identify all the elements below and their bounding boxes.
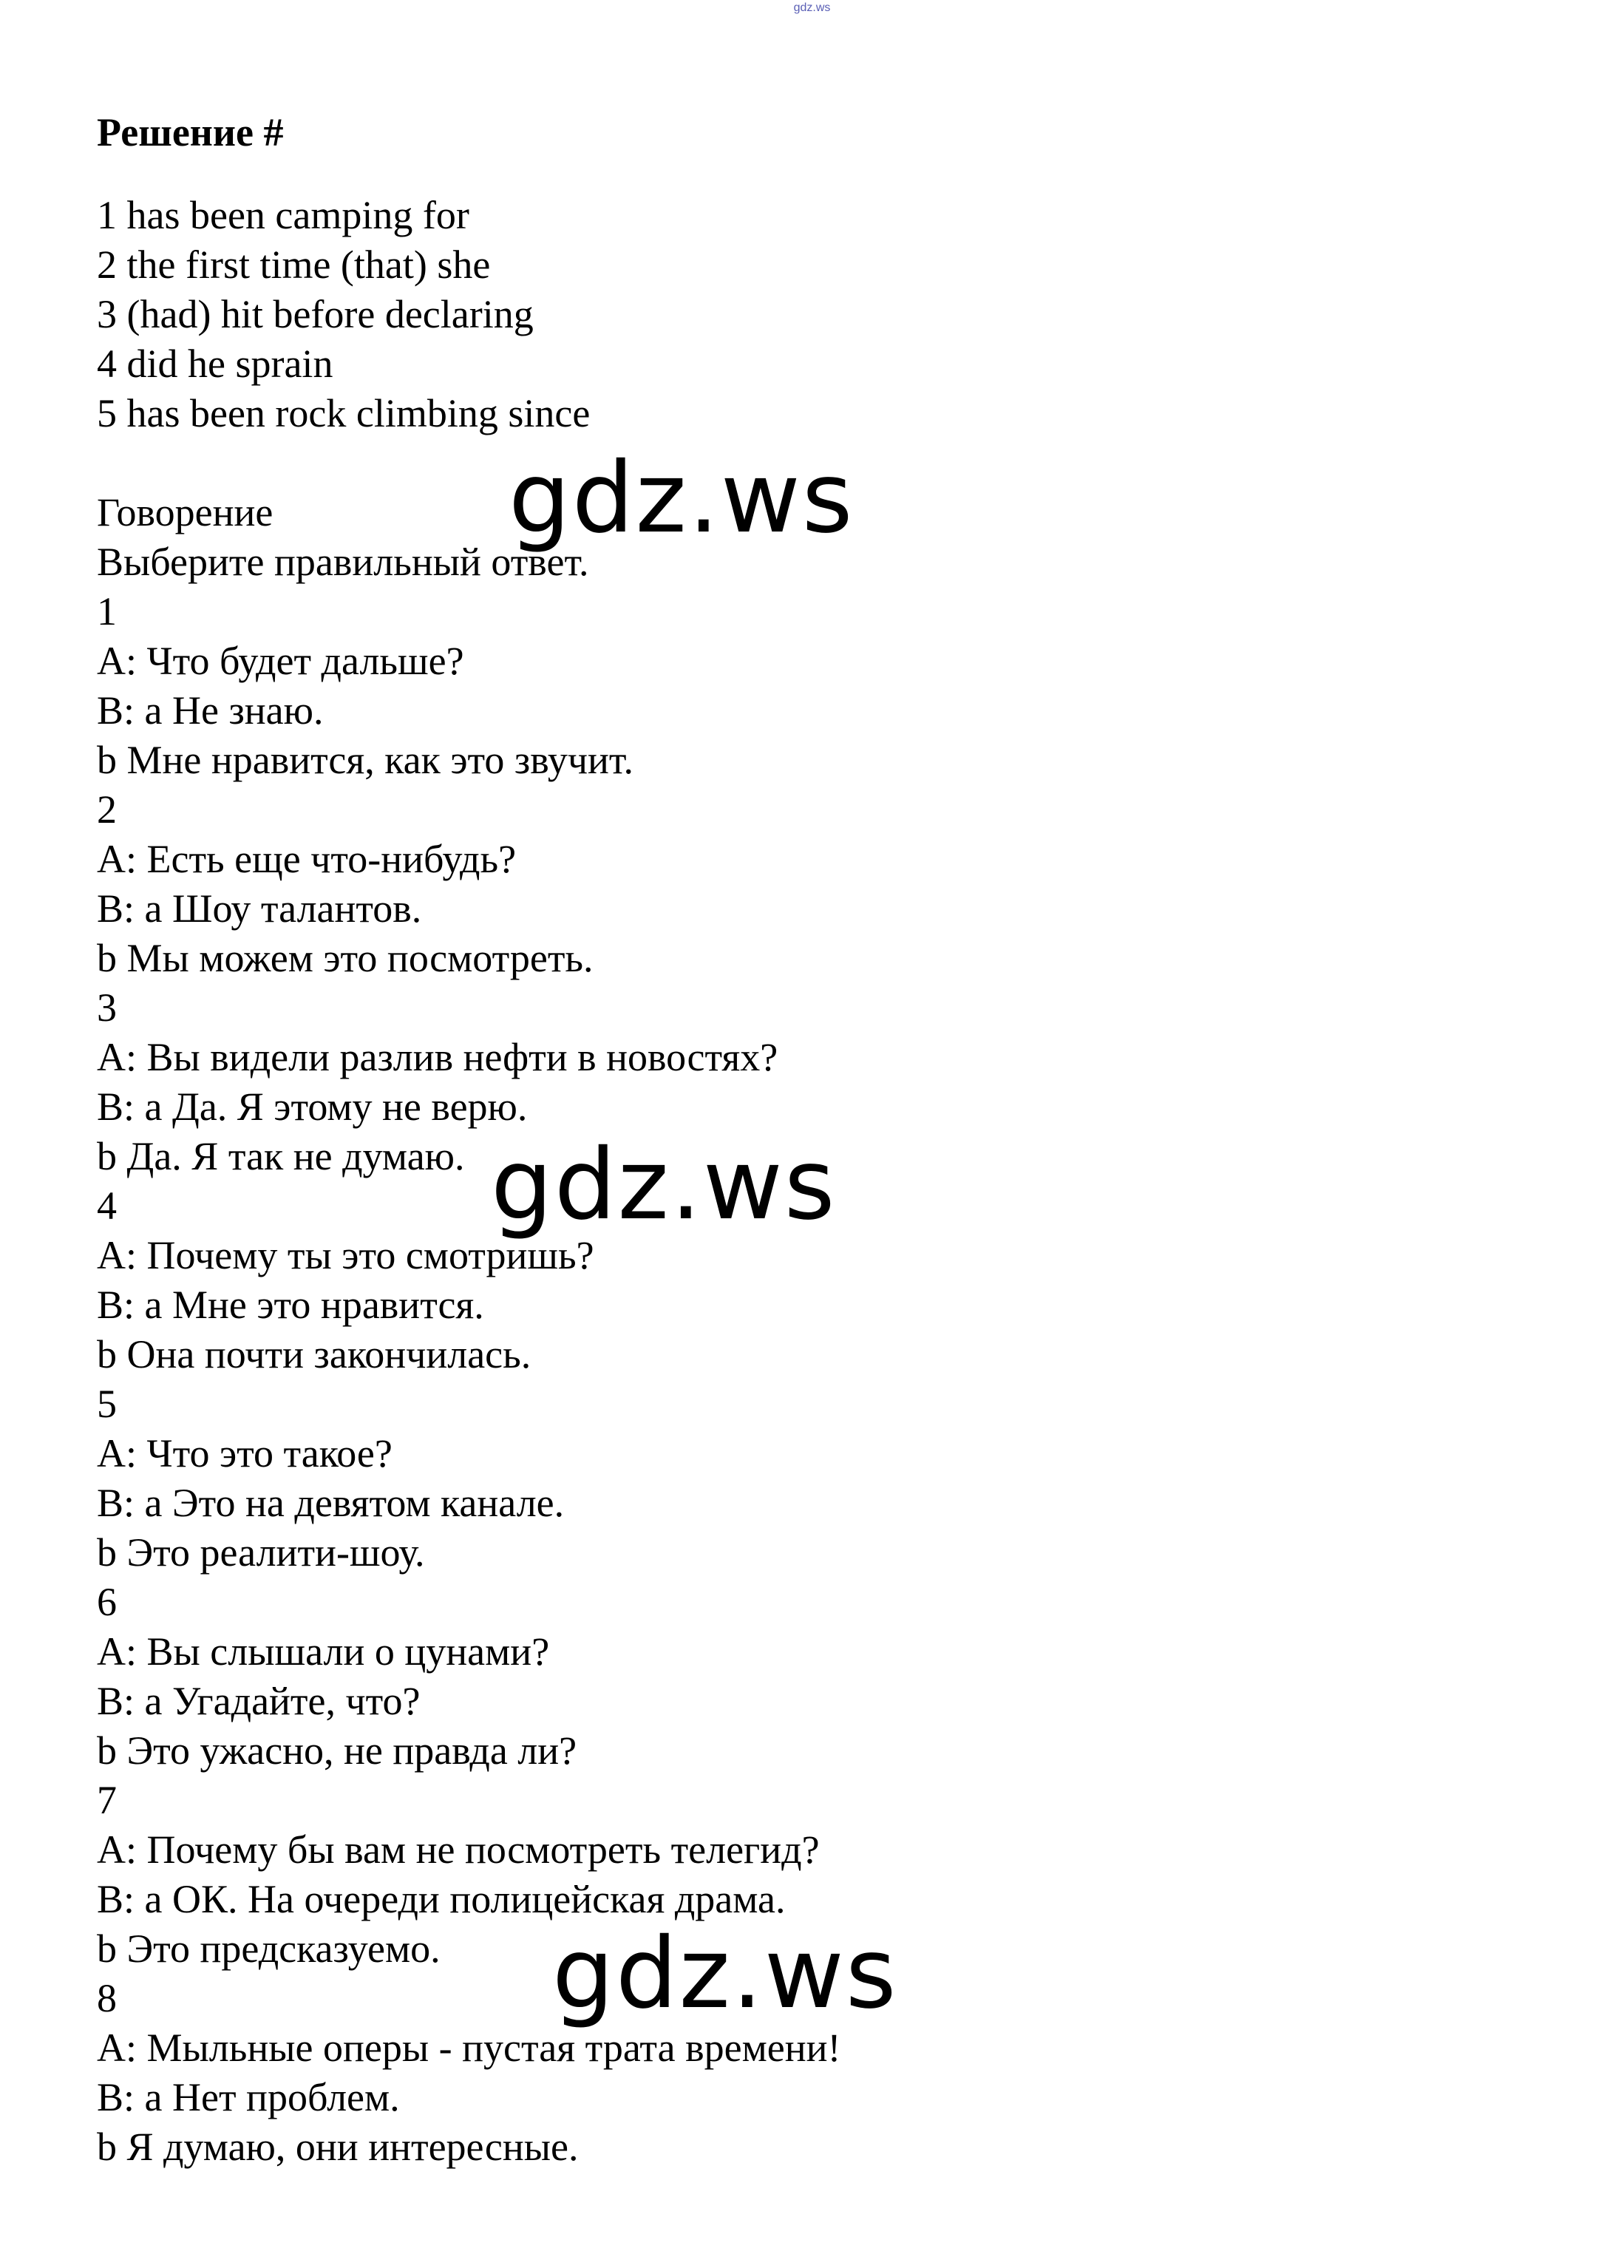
dialogue-line: A: Вы слышали о цунами?: [97, 1629, 550, 1674]
dialogue-line: b Да. Я так не думаю.: [97, 1134, 465, 1178]
gdz-watermark: gdz.ws: [552, 1917, 898, 2031]
item-number: 6: [97, 1580, 117, 1624]
dialogue-line: A: Что это такое?: [97, 1431, 393, 1476]
dialogue-line: B: а Нет проблем.: [97, 2075, 400, 2119]
item-number: 1: [97, 589, 117, 634]
gdz-watermark: gdz.ws: [491, 1128, 837, 1242]
item-number: 7: [97, 1778, 117, 1822]
answer-line: 2 the first time (that) she: [97, 242, 491, 287]
dialogue-line: b Это ужасно, не правда ли?: [97, 1728, 577, 1773]
dialogue-line: A: Мыльные оперы - пустая трата времени!: [97, 2026, 841, 2070]
answer-line: 4 did he sprain: [97, 342, 333, 386]
gdz-watermark: gdz.ws: [509, 441, 855, 555]
dialogue-line: B: а Шоу талантов.: [97, 886, 422, 931]
solution-heading: Решение #: [97, 110, 284, 155]
dialogue-line: b Я думаю, они интересные.: [97, 2125, 579, 2169]
section-title: Говорение: [97, 490, 274, 534]
item-number: 8: [97, 1976, 117, 2020]
dialogue-line: A: Вы видели разлив нефти в новостях?: [97, 1035, 778, 1079]
dialogue-line: A: Что будет дальше?: [97, 639, 464, 683]
answer-line: 1 has been camping for: [97, 193, 469, 237]
item-number: 5: [97, 1382, 117, 1426]
item-number: 2: [97, 787, 117, 832]
dialogue-line: A: Почему ты это смотришь?: [97, 1233, 594, 1277]
dialogue-line: b Мне нравится, как это звучит.: [97, 738, 633, 782]
dialogue-line: b Мы можем это посмотреть.: [97, 936, 594, 980]
dialogue-line: B: а Это на девятом канале.: [97, 1481, 565, 1525]
dialogue-line: B: а Не знаю.: [97, 688, 324, 733]
top-watermark: gdz.ws: [793, 1, 831, 14]
dialogue-line: b Это реалити-шоу.: [97, 1530, 425, 1575]
answers-list: [97, 191, 590, 438]
dialogue-line: B: а ОК. На очереди полицейская драма.: [97, 1877, 786, 1921]
answer-line: 3 (had) hit before declaring: [97, 292, 534, 336]
dialogue-line: b Она почти закончилась.: [97, 1332, 531, 1376]
dialogue-line: A: Есть еще что-нибудь?: [97, 837, 517, 881]
dialogue-line: B: а Да. Я этому не верю.: [97, 1084, 528, 1129]
item-number: 4: [97, 1184, 117, 1228]
instruction-line: Выберите правильный ответ.: [97, 540, 589, 584]
answer-line: 5 has been rock climbing since: [97, 391, 591, 435]
dialogue-line: B: а Угадайте, что?: [97, 1679, 421, 1723]
dialogue-line: A: Почему бы вам не посмотреть телегид?: [97, 1827, 820, 1872]
dialogue-line: B: а Мне это нравится.: [97, 1283, 484, 1327]
item-number: 3: [97, 985, 117, 1030]
dialogue-line: b Это предсказуемо.: [97, 1926, 441, 1971]
